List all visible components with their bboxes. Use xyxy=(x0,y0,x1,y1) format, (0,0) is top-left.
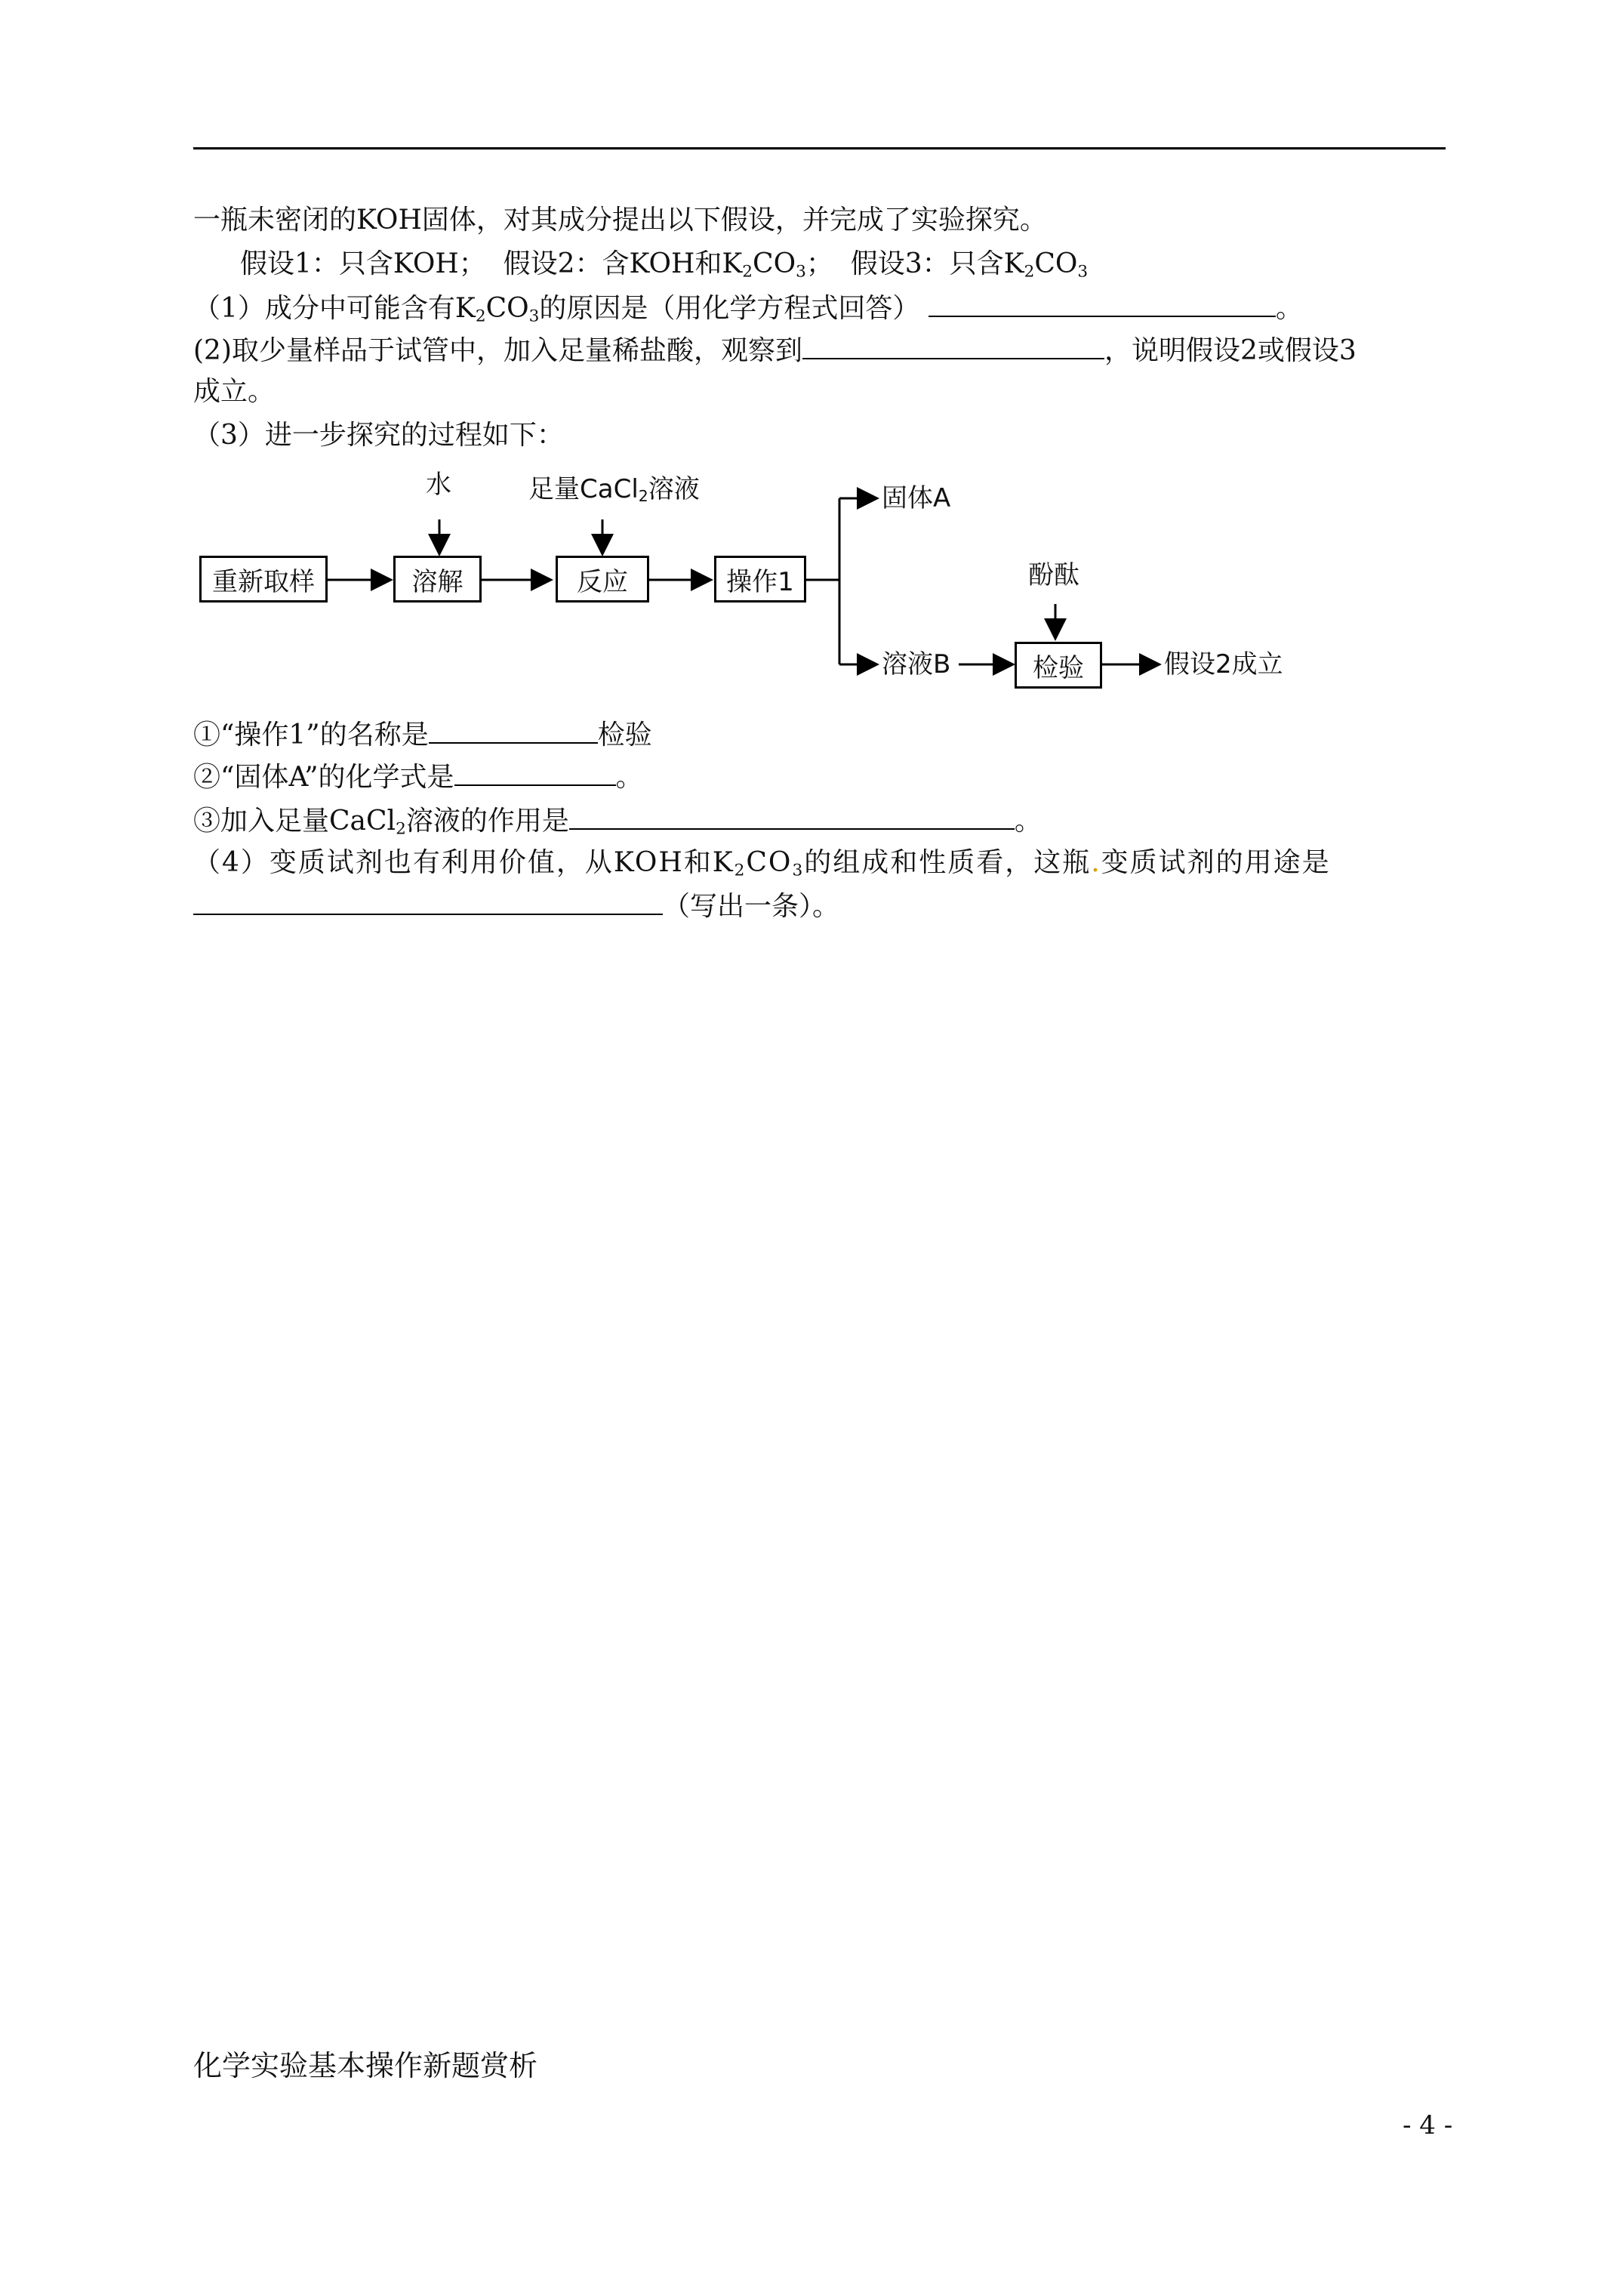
question-4: （4）变质试剂也有利用价值，从KOH和$K_2CO_3$的组成和性质看，这瓶.变质试剂的用途是 xyxy=(193,847,1331,880)
answer-blank-4[interactable] xyxy=(193,888,663,915)
box-dissolve: 溶解 xyxy=(393,556,482,603)
box-operation-1: 操作1 xyxy=(714,556,806,603)
question-4-cont: （写出一条）。 xyxy=(193,888,839,925)
question-3: （3）进一步探究的过程如下： xyxy=(193,420,564,451)
label-conclusion: 假设2成立 xyxy=(1164,649,1283,680)
question-1: （1）成分中可能含有$K_2CO_3$的原因是（用化学方程式回答） 。 xyxy=(193,290,1303,334)
answer-blank-solid-a[interactable] xyxy=(454,759,616,786)
label-solution-b: 溶液B xyxy=(882,649,951,680)
sub-question-2: ②“固体A”的化学式是 。 xyxy=(193,759,643,796)
label-water: 水 xyxy=(426,470,451,500)
answer-blank-op1[interactable] xyxy=(429,717,598,744)
label-phenolphthalein: 酚酞 xyxy=(1028,560,1079,590)
footer-title: 化学实验基本操作新题赏析 xyxy=(193,2049,538,2082)
question-2-cont: 成立。 xyxy=(193,376,276,407)
sub-question-1: ①“操作1”的名称是 检验 xyxy=(193,717,652,754)
label-solid-a: 固体A xyxy=(882,483,951,513)
box-test: 检验 xyxy=(1015,642,1102,689)
label-reagent: 足量CaCl$_2$溶液 xyxy=(528,474,700,506)
hypotheses-line: 假设1：只含KOH； 假设2：含KOH和$K_2CO_3$； 假设3：只含$K_2CO_3$ xyxy=(240,248,1089,282)
intro-text: 一瓶未密闭的KOH固体，对其成分提出以下假设，并完成了实验探究。 xyxy=(193,205,1047,236)
sub-question-3: ③加入足量CaCl$_2$溶液的作用是 。 xyxy=(193,803,1042,847)
answer-blank-cacl2[interactable] xyxy=(569,803,1015,830)
page-number: - 4 - xyxy=(1403,2110,1453,2140)
question-2: (2)取少量样品于试管中，加入足量稀盐酸，观察到 ，说明假设2或假设3 xyxy=(193,332,1357,369)
box-react: 反应 xyxy=(556,556,649,603)
box-resample: 重新取样 xyxy=(199,556,328,603)
